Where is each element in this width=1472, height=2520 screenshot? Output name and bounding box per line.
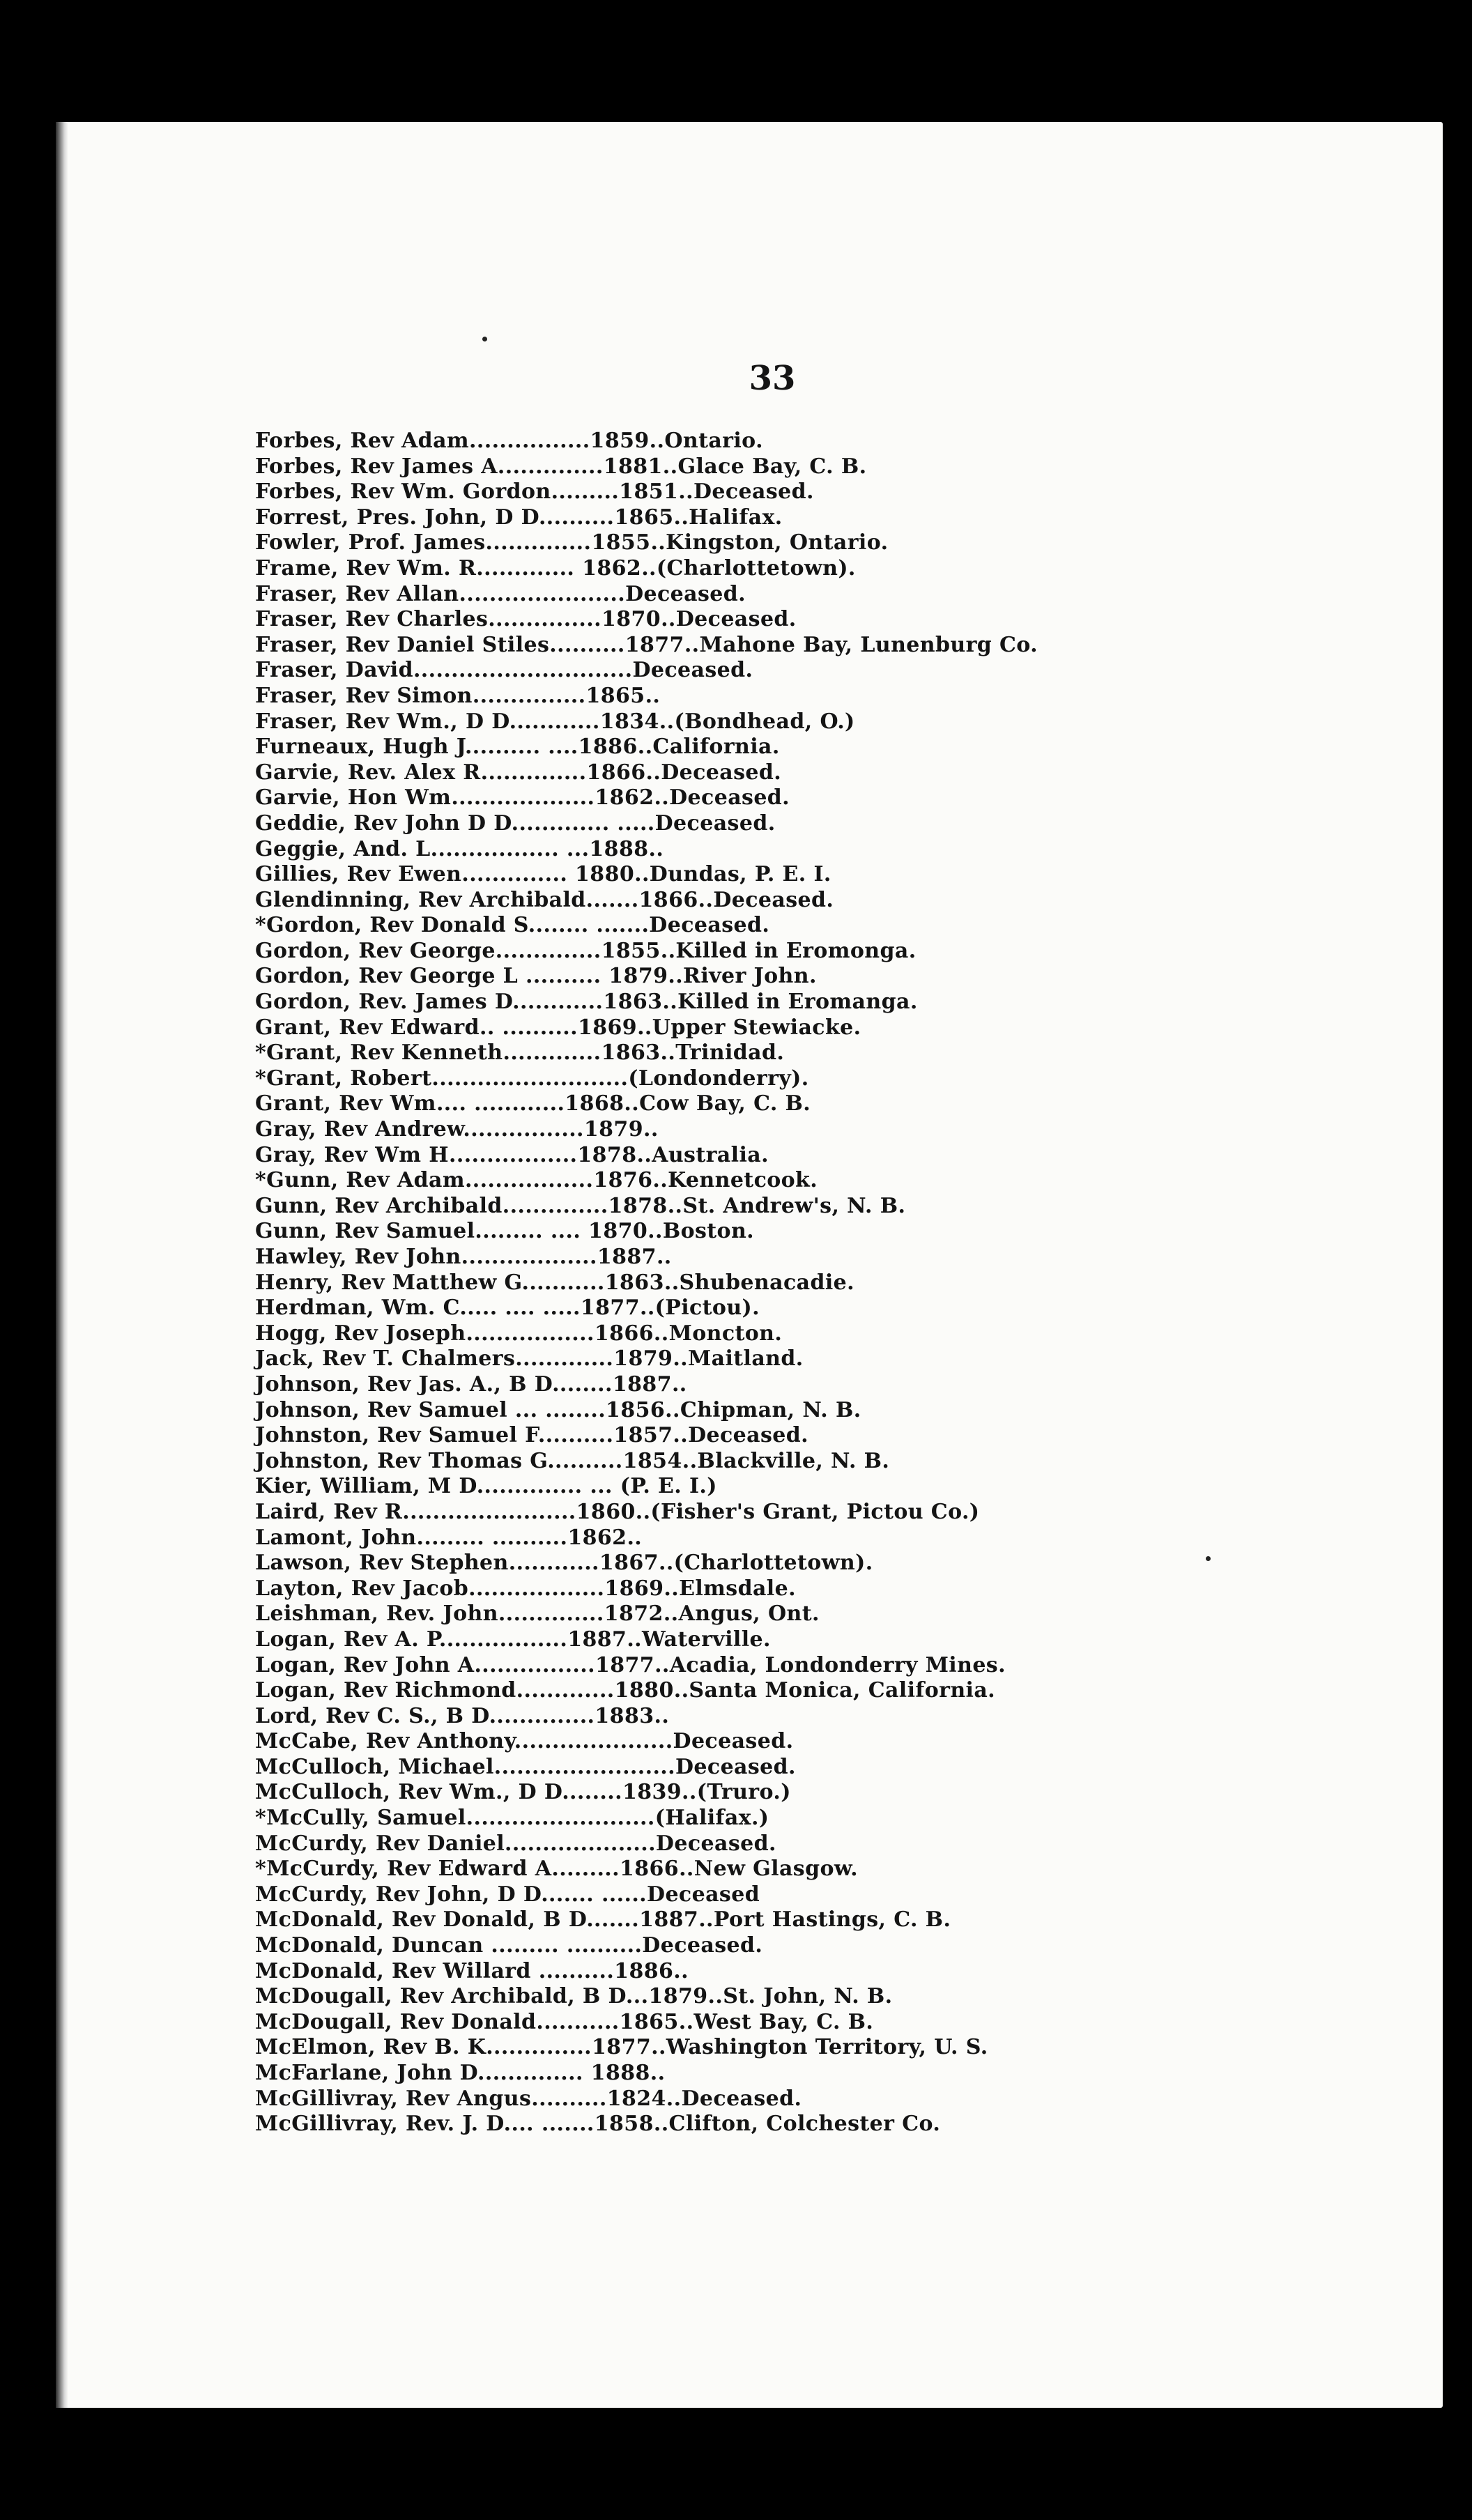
directory-entry: Fowler, Prof. James..............1855..Kingston, Ontario. bbox=[255, 530, 889, 555]
directory-entry: Forbes, Rev James A..............1881..Glace Bay, C. B. bbox=[255, 454, 867, 479]
directory-entry: McDonald, Duncan ......... ..........Deceased. bbox=[255, 1933, 763, 1958]
directory-entry: Laird, Rev R.......................1860..(Fisher's Grant, Pictou Co.) bbox=[255, 1499, 980, 1524]
directory-entry: Grant, Rev Wm.... ............1868..Cow Bay, C. B. bbox=[255, 1091, 811, 1116]
directory-entry: Johnston, Rev Thomas G..........1854..Blackville, N. B. bbox=[255, 1448, 890, 1473]
directory-entry: McCabe, Rev Anthony.....................Deceased. bbox=[255, 1729, 794, 1754]
directory-entry: McCulloch, Rev Wm., D D........1839..(Truro.) bbox=[255, 1780, 791, 1805]
directory-entry: McGillivray, Rev Angus..........1824..Deceased. bbox=[255, 2086, 802, 2111]
directory-entry: McElmon, Rev B. K..............1877..Washington Territory, U. S. bbox=[255, 2035, 988, 2060]
directory-entry: *Gordon, Rev Donald S........ .......Deceased. bbox=[255, 913, 770, 938]
directory-entry: Forbes, Rev Adam................1859..Ontario. bbox=[255, 429, 763, 453]
directory-entry: Fraser, Rev Charles...............1870..Deceased. bbox=[255, 607, 797, 632]
directory-entry: Johnson, Rev Samuel ... ........1856..Chipman, N. B. bbox=[255, 1397, 861, 1422]
directory-entry: Gordon, Rev George..............1855..Killed in Eromonga. bbox=[255, 938, 917, 963]
directory-entry: McFarlane, John D.............. 1888.. bbox=[255, 2061, 666, 2085]
directory-entry: Lawson, Rev Stephen............1867..(Charlottetown). bbox=[255, 1551, 873, 1576]
directory-entry: Forbes, Rev Wm. Gordon.........1851..Deceased. bbox=[255, 479, 814, 505]
directory-entry: Lord, Rev C. S., B D..............1883.. bbox=[255, 1703, 670, 1728]
directory-entry: Layton, Rev Jacob..................1869..Elmsdale. bbox=[255, 1576, 796, 1601]
directory-entry: Furneaux, Hugh J.......... ....1886..California. bbox=[255, 735, 780, 760]
directory-entry: Hogg, Rev Joseph.................1866..Moncton. bbox=[255, 1321, 783, 1346]
directory-entry: Gunn, Rev Samuel......... .... 1870..Boston. bbox=[255, 1219, 755, 1244]
directory-entry: Glendinning, Rev Archibald.......1866..Deceased. bbox=[255, 887, 834, 912]
directory-entry: McDougall, Rev Donald...........1865..West Bay, C. B. bbox=[255, 2009, 874, 2034]
directory-entry: McDonald, Rev Donald, B D.......1887..Port Hastings, C. B. bbox=[255, 1907, 951, 1933]
directory-entry: *McCurdy, Rev Edward A.........1866..New Glasgow. bbox=[255, 1857, 858, 1882]
directory-entry: McCulloch, Michael........................Deceased. bbox=[255, 1754, 796, 1779]
directory-entry: Garvie, Rev. Alex R..............1866..Deceased. bbox=[255, 760, 782, 785]
directory-entry: Forrest, Pres. John, D D..........1865..Halifax. bbox=[255, 505, 783, 530]
directory-entry: McDougall, Rev Archibald, B D...1879..St. John, N. B. bbox=[255, 1984, 893, 2009]
directory-list bbox=[255, 429, 1426, 2137]
directory-entry: Garvie, Hon Wm...................1862..Deceased. bbox=[255, 785, 790, 810]
directory-entry: Henry, Rev Matthew G...........1863..Shubenacadie. bbox=[255, 1270, 854, 1295]
directory-entry: Logan, Rev John A................1877..Acadia, Londonderry Mines. bbox=[255, 1652, 1006, 1677]
directory-entry: Fraser, David.............................Deceased. bbox=[255, 658, 753, 683]
directory-entry: Hawley, Rev John..................1887.. bbox=[255, 1245, 672, 1269]
directory-entry: Gillies, Rev Ewen.............. 1880..Dundas, P. E. I. bbox=[255, 862, 831, 887]
directory-entry: Johnston, Rev Samuel F..........1857..Deceased. bbox=[255, 1423, 808, 1448]
directory-entry: Fraser, Rev Allan......................Deceased. bbox=[255, 581, 746, 606]
directory-entry: Kier, William, M D.............. ... (P. E. I.) bbox=[255, 1474, 717, 1499]
directory-entry: Frame, Rev Wm. R............. 1862..(Charlottetown). bbox=[255, 555, 856, 581]
directory-entry: Gordon, Rev George L .......... 1879..River John. bbox=[255, 964, 817, 989]
directory-entry: Johnson, Rev Jas. A., B D........1887.. bbox=[255, 1372, 687, 1397]
directory-entry: Jack, Rev T. Chalmers.............1879..Maitland. bbox=[255, 1346, 804, 1372]
directory-entry: Fraser, Rev Simon...............1865.. bbox=[255, 683, 661, 708]
page-gutter-shadow bbox=[56, 122, 68, 2408]
directory-entry: Leishman, Rev. John..............1872..Angus, Ont. bbox=[255, 1601, 820, 1627]
directory-entry: Lamont, John......... ..........1862.. bbox=[255, 1525, 643, 1550]
directory-entry: *Gunn, Rev Adam.................1876..Kennetcook. bbox=[255, 1168, 818, 1193]
directory-entry: Fraser, Rev Wm., D D............1834..(Bondhead, O.) bbox=[255, 709, 855, 734]
directory-entry: Logan, Rev A. P.................1887..Waterville. bbox=[255, 1627, 771, 1652]
directory-entry: Fraser, Rev Daniel Stiles..........1877..Mahone Bay, Lunenburg Co. bbox=[255, 632, 1038, 657]
directory-entry: Logan, Rev Richmond.............1880..Santa Monica, California. bbox=[255, 1678, 996, 1703]
directory-entry: Gunn, Rev Archibald..............1878..St. Andrew's, N. B. bbox=[255, 1193, 906, 1218]
directory-entry: *Grant, Rev Kenneth.............1863..Trinidad. bbox=[255, 1040, 785, 1066]
directory-entry: McCurdy, Rev Daniel....................Deceased. bbox=[255, 1831, 776, 1856]
directory-entry: Gray, Rev Andrew................1879.. bbox=[255, 1117, 659, 1142]
directory-entry: *McCully, Samuel.........................(Halifax.) bbox=[255, 1806, 769, 1831]
directory-entry: McGillivray, Rev. J. D.... .......1858..Clifton, Colchester Co. bbox=[255, 2112, 941, 2137]
directory-entry: Geddie, Rev John D D............. .....Deceased. bbox=[255, 810, 776, 836]
directory-entry: Herdman, Wm. C..... .... .....1877..(Pictou). bbox=[255, 1296, 760, 1321]
ink-speck bbox=[482, 337, 487, 341]
book-page bbox=[56, 122, 1443, 2408]
page-number: 33 bbox=[749, 359, 796, 398]
directory-entry: Grant, Rev Edward.. ..........1869..Upper Stewiacke. bbox=[255, 1015, 861, 1040]
directory-entry: *Grant, Robert..........................(Londonderry). bbox=[255, 1066, 809, 1091]
directory-entry: McCurdy, Rev John, D D....... ......Deceased bbox=[255, 1882, 760, 1907]
directory-entry: Geggie, And. L................. ...1888.. bbox=[255, 836, 664, 861]
ink-speck bbox=[1206, 1556, 1211, 1561]
directory-entry: Gray, Rev Wm H.................1878..Australia. bbox=[255, 1142, 769, 1167]
directory-entry: Gordon, Rev. James D............1863..Killed in Eromanga. bbox=[255, 990, 918, 1015]
directory-entry: McDonald, Rev Willard ..........1886.. bbox=[255, 1958, 689, 1983]
